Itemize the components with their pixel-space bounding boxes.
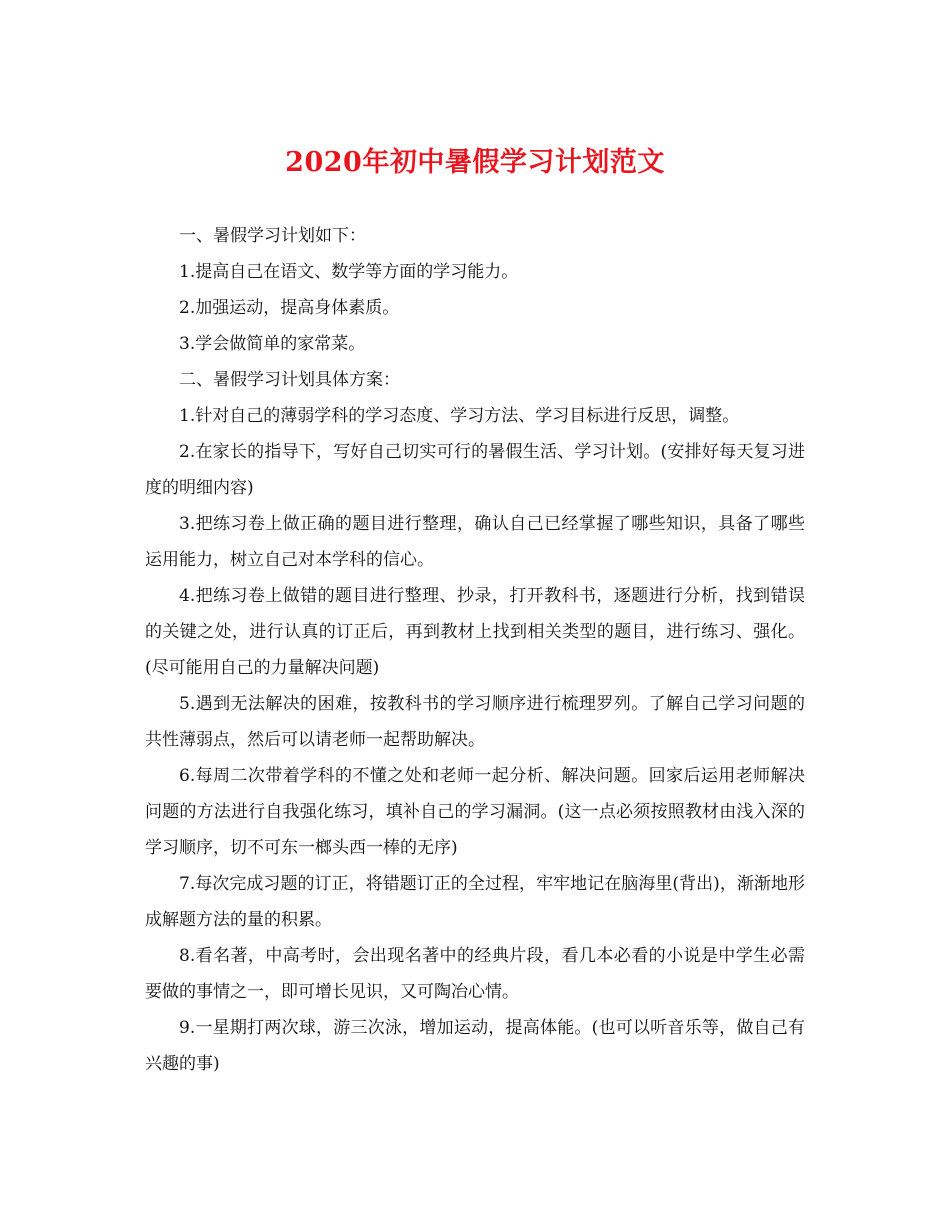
document-title: 2020年初中暑假学习计划范文 (285, 147, 665, 178)
paragraph: 4.把练习卷上做错的题目进行整理、抄录，打开教科书，逐题进行分析，找到错误的关键之处，进行认真的订正后，再到教材上找到相关类型的题目，进行练习、强化。(尽可能用自己的力量解决问题) (145, 586, 805, 678)
paragraph: 5.遇到无法解决的困难，按教科书的学习顺序进行梳理罗列。了解自己学习问题的共性薄弱点，然后可以请老师一起帮助解决。 (145, 694, 805, 750)
paragraph: 二、暑假学习计划具体方案： (179, 370, 400, 390)
paragraph: 1.针对自己的薄弱学科的学习态度、学习方法、学习目标进行反思，调整。 (179, 406, 740, 426)
paragraph: 2.加强运动，提高身体素质。 (179, 298, 400, 318)
paragraph: 6.每周二次带着学科的不懂之处和老师一起分析、解决问题。回家后运用老师解决问题的方法进行自我强化练习，填补自己的学习漏洞。(这一点必须按照教材由浅入深的学习顺序，切不可东一榔头西一棒的无序) (145, 766, 805, 858)
document-body (145, 218, 805, 1082)
paragraph: 2.在家长的指导下，写好自己切实可行的暑假生活、学习计划。(安排好每天复习进度的明细内容) (145, 442, 805, 498)
paragraph: 8.看名著，中高考时，会出现名著中的经典片段，看几本必看的小说是中学生必需要做的事情之一，即可增长见识，又可陶冶心情。 (145, 946, 805, 1002)
paragraph: 1.提高自己在语文、数学等方面的学习能力。 (179, 262, 519, 282)
paragraph: 3.学会做简单的家常菜。 (179, 334, 366, 354)
paragraph: 9.一星期打两次球，游三次泳，增加运动，提高体能。(也可以听音乐等，做自己有兴趣的事) (145, 1018, 805, 1074)
paragraph: 7.每次完成习题的订正，将错题订正的全过程，牢牢地记在脑海里(背出)，渐渐地形成解题方法的量的积累。 (145, 874, 805, 930)
paragraph: 3.把练习卷上做正确的题目进行整理，确认自己已经掌握了哪些知识，具备了哪些运用能力，树立自己对本学科的信心。 (145, 514, 805, 570)
paragraph: 一、暑假学习计划如下： (179, 226, 366, 246)
